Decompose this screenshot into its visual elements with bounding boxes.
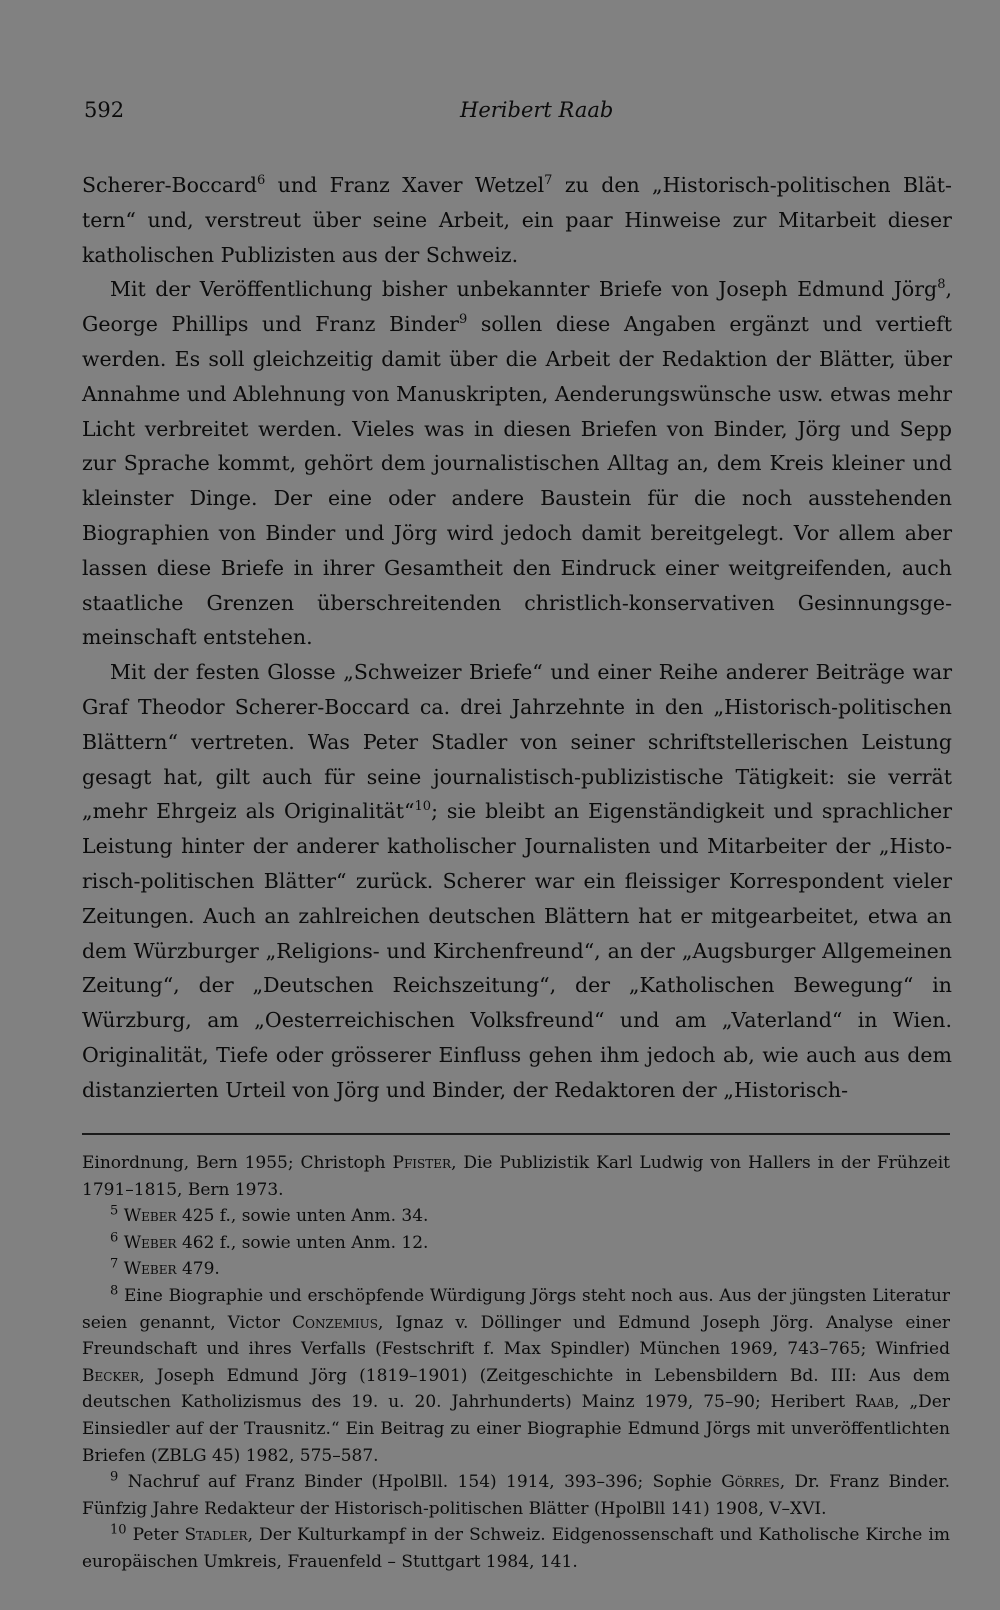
- paragraph: [82, 272, 952, 655]
- author-name: Weber: [123, 1259, 177, 1280]
- author-name: Conzemius: [292, 1312, 378, 1333]
- footnote: [82, 1256, 950, 1283]
- text-run: Peter: [132, 1525, 185, 1546]
- author-name: Weber: [123, 1206, 177, 1227]
- text-run: 462 f., sowie unten Anm. 12.: [176, 1232, 429, 1253]
- paragraph: [82, 655, 952, 1107]
- footnote-marker: 10: [414, 799, 432, 815]
- footnote-number: 5: [110, 1203, 119, 1219]
- text-run: Scherer-Boccard: [82, 173, 258, 197]
- footnote-number: 10: [110, 1522, 127, 1538]
- footnote: [82, 1522, 950, 1575]
- text-run: , Dr. Franz Binder. Fünfzig Jahre Redakteur der Historisch-politischen Blätter (HpolBll 141) 1908, V–XVI.: [82, 1472, 951, 1519]
- author-name: Weber: [123, 1232, 177, 1253]
- text-run: , Die Publizistik Karl Ludwig von Hallers in der Frühzeit 1791–1815, Bern 1973.: [82, 1153, 950, 1200]
- footnote-rule: [82, 1133, 950, 1135]
- footnote: [82, 1230, 950, 1257]
- footnotes: [82, 1150, 950, 1576]
- text-run: und Franz Xaver Wetzel: [265, 173, 545, 197]
- footnote-number: 8: [110, 1283, 119, 1299]
- text-run: Mit der festen Glosse „Schweizer Briefe“ und einer Reihe anderer Beiträge war Graf Theodor Scherer-Boccard ca. drei Jahrzehnte in den „Historisch-politischen Blättern“ vertreten. Was Peter Stadler von seiner schriftstellerischen Leistung gesagt hat, gilt auch für seine journalistisch-publizistische Tätigkeit: sie verrät „mehr Ehrgeiz als Originalität“: [82, 660, 952, 824]
- text-run: , Ignaz v. Döllinger und Edmund Joseph Jörg. Analyse einer Freundschaft und ihres Verfalls (Festschrift f. Max Spindler) München 1969, 743–765; Winfried: [82, 1312, 951, 1360]
- footnote-number: 6: [110, 1230, 119, 1246]
- text-run: 479.: [176, 1259, 220, 1280]
- page-header: [84, 98, 930, 138]
- footnote-marker: 9: [458, 312, 468, 328]
- text-run: zu den „Historisch-politischen Blättern“ und, verstreut über seine Arbeit, ein paar Hinweise zur Mitarbeit dieser katholischen Publizisten aus der Schweiz.: [82, 173, 952, 267]
- text-run: 425 f., sowie unten Anm. 34.: [176, 1206, 429, 1227]
- text-run: Einordnung, Bern 1955; Christoph: [82, 1153, 393, 1173]
- paragraph: [82, 168, 952, 272]
- footnote: [82, 1150, 950, 1203]
- text-run: , Der Kulturkampf in der Schweiz. Eidgenossenschaft und Katholische Kirche im europäischen Umkreis, Frauenfeld – Stuttgart 1984, 141.: [82, 1525, 950, 1572]
- text-run: , Joseph Edmund Jörg (1819–1901) (Zeitgeschichte in Lebensbildern Bd. III: Aus dem deutschen Katholizismus des 19. u. 20. Jahrhunderts) Mainz 1979, 75–90; Heribert: [82, 1365, 950, 1413]
- text-run: , George Phillips und Franz Binder: [82, 277, 952, 337]
- footnote-number: 7: [110, 1256, 119, 1272]
- footnote-marker: 8: [937, 277, 946, 293]
- footnote: [82, 1469, 950, 1522]
- author-name: Becker: [82, 1365, 140, 1386]
- footnote-marker: 7: [544, 173, 553, 189]
- page-number: 592: [84, 98, 125, 122]
- footnote-number: 9: [110, 1469, 119, 1485]
- author-name: Raab: [855, 1392, 894, 1413]
- text-run: Mit der Veröffentlichung bisher unbekannter Briefe von Joseph Edmund Jörg: [110, 277, 938, 302]
- text-run: ; sie bleibt an Eigenständigkeit und sprachlicher Leistung hinter der anderer katholischer Journalisten und Mitarbeiter der „Historisch-politischen Blätter“ zurück. Scherer war ein fleissiger Korrespondent vieler Zeitungen. Auch an zahlreichen deutschen Blättern hat er mitgearbeitet, etwa an dem Würzburger „Religions- und Kirchenfreund“, an der „Augsburger Allgemeinen Zeitung“, der „Deutschen Reichszeitung“, der „Katholischen Bewegung“ in Würzburg, am „Oesterreichischen Volksfreund“ und am „Vaterland“ in Wien. Originalität, Tiefe oder grösserer Einfluss gehen ihm jedoch ab, wie auch aus dem distanzierten Urteil von Jörg und Binder, der Redaktoren der „Historisch-: [82, 799, 952, 1102]
- text-run: , „Der Einsiedler auf der Trausnitz.“ Ein Beitrag zu einer Biographie Edmund Jörgs mit unveröffentlichten Briefen (ZBLG 45) 1982, 575–587.: [82, 1392, 950, 1466]
- text-run: Nachruf auf Franz Binder (HpolBll. 154) 1914, 393–396; Sophie: [127, 1472, 722, 1493]
- footnote-marker: 6: [257, 173, 266, 189]
- footnote: [82, 1283, 950, 1469]
- author-name: Görres: [721, 1472, 780, 1493]
- body-text: [82, 168, 952, 1108]
- footnote: [82, 1203, 950, 1230]
- running-head: Heribert Raab: [460, 98, 614, 122]
- text-run: sollen diese Angaben ergänzt und vertieft werden. Es soll gleichzeitig damit über die Arbeit der Redaktion der Blätter, über Annahme und Ablehnung von Manuskripten, Aenderungswünsche usw. etwas mehr Licht verbreitet werden. Vieles was in diesen Briefen von Binder, Jörg und Sepp zur Sprache kommt, gehört dem journalistischen Alltag an, dem Kreis kleiner und kleinster Dinge. Der eine oder andere Baustein für die noch ausstehenden Biographien von Binder und Jörg wird jedoch damit bereitgelegt. Vor allem aber lassen diese Briefe in ihrer Gesamtheit den Eindruck einer weitgreifenden, auch staatliche Grenzen überschreitenden christlich-konservativen Gesinnungsgemeinschaft entstehen.: [82, 312, 952, 650]
- text-run: Eine Biographie und erschöpfende Würdigung Jörgs steht noch aus. Aus der jüngsten Literatur seien genannt, Victor: [82, 1285, 951, 1333]
- author-name: Stadler: [184, 1525, 248, 1546]
- author-name: Pfister: [392, 1153, 452, 1173]
